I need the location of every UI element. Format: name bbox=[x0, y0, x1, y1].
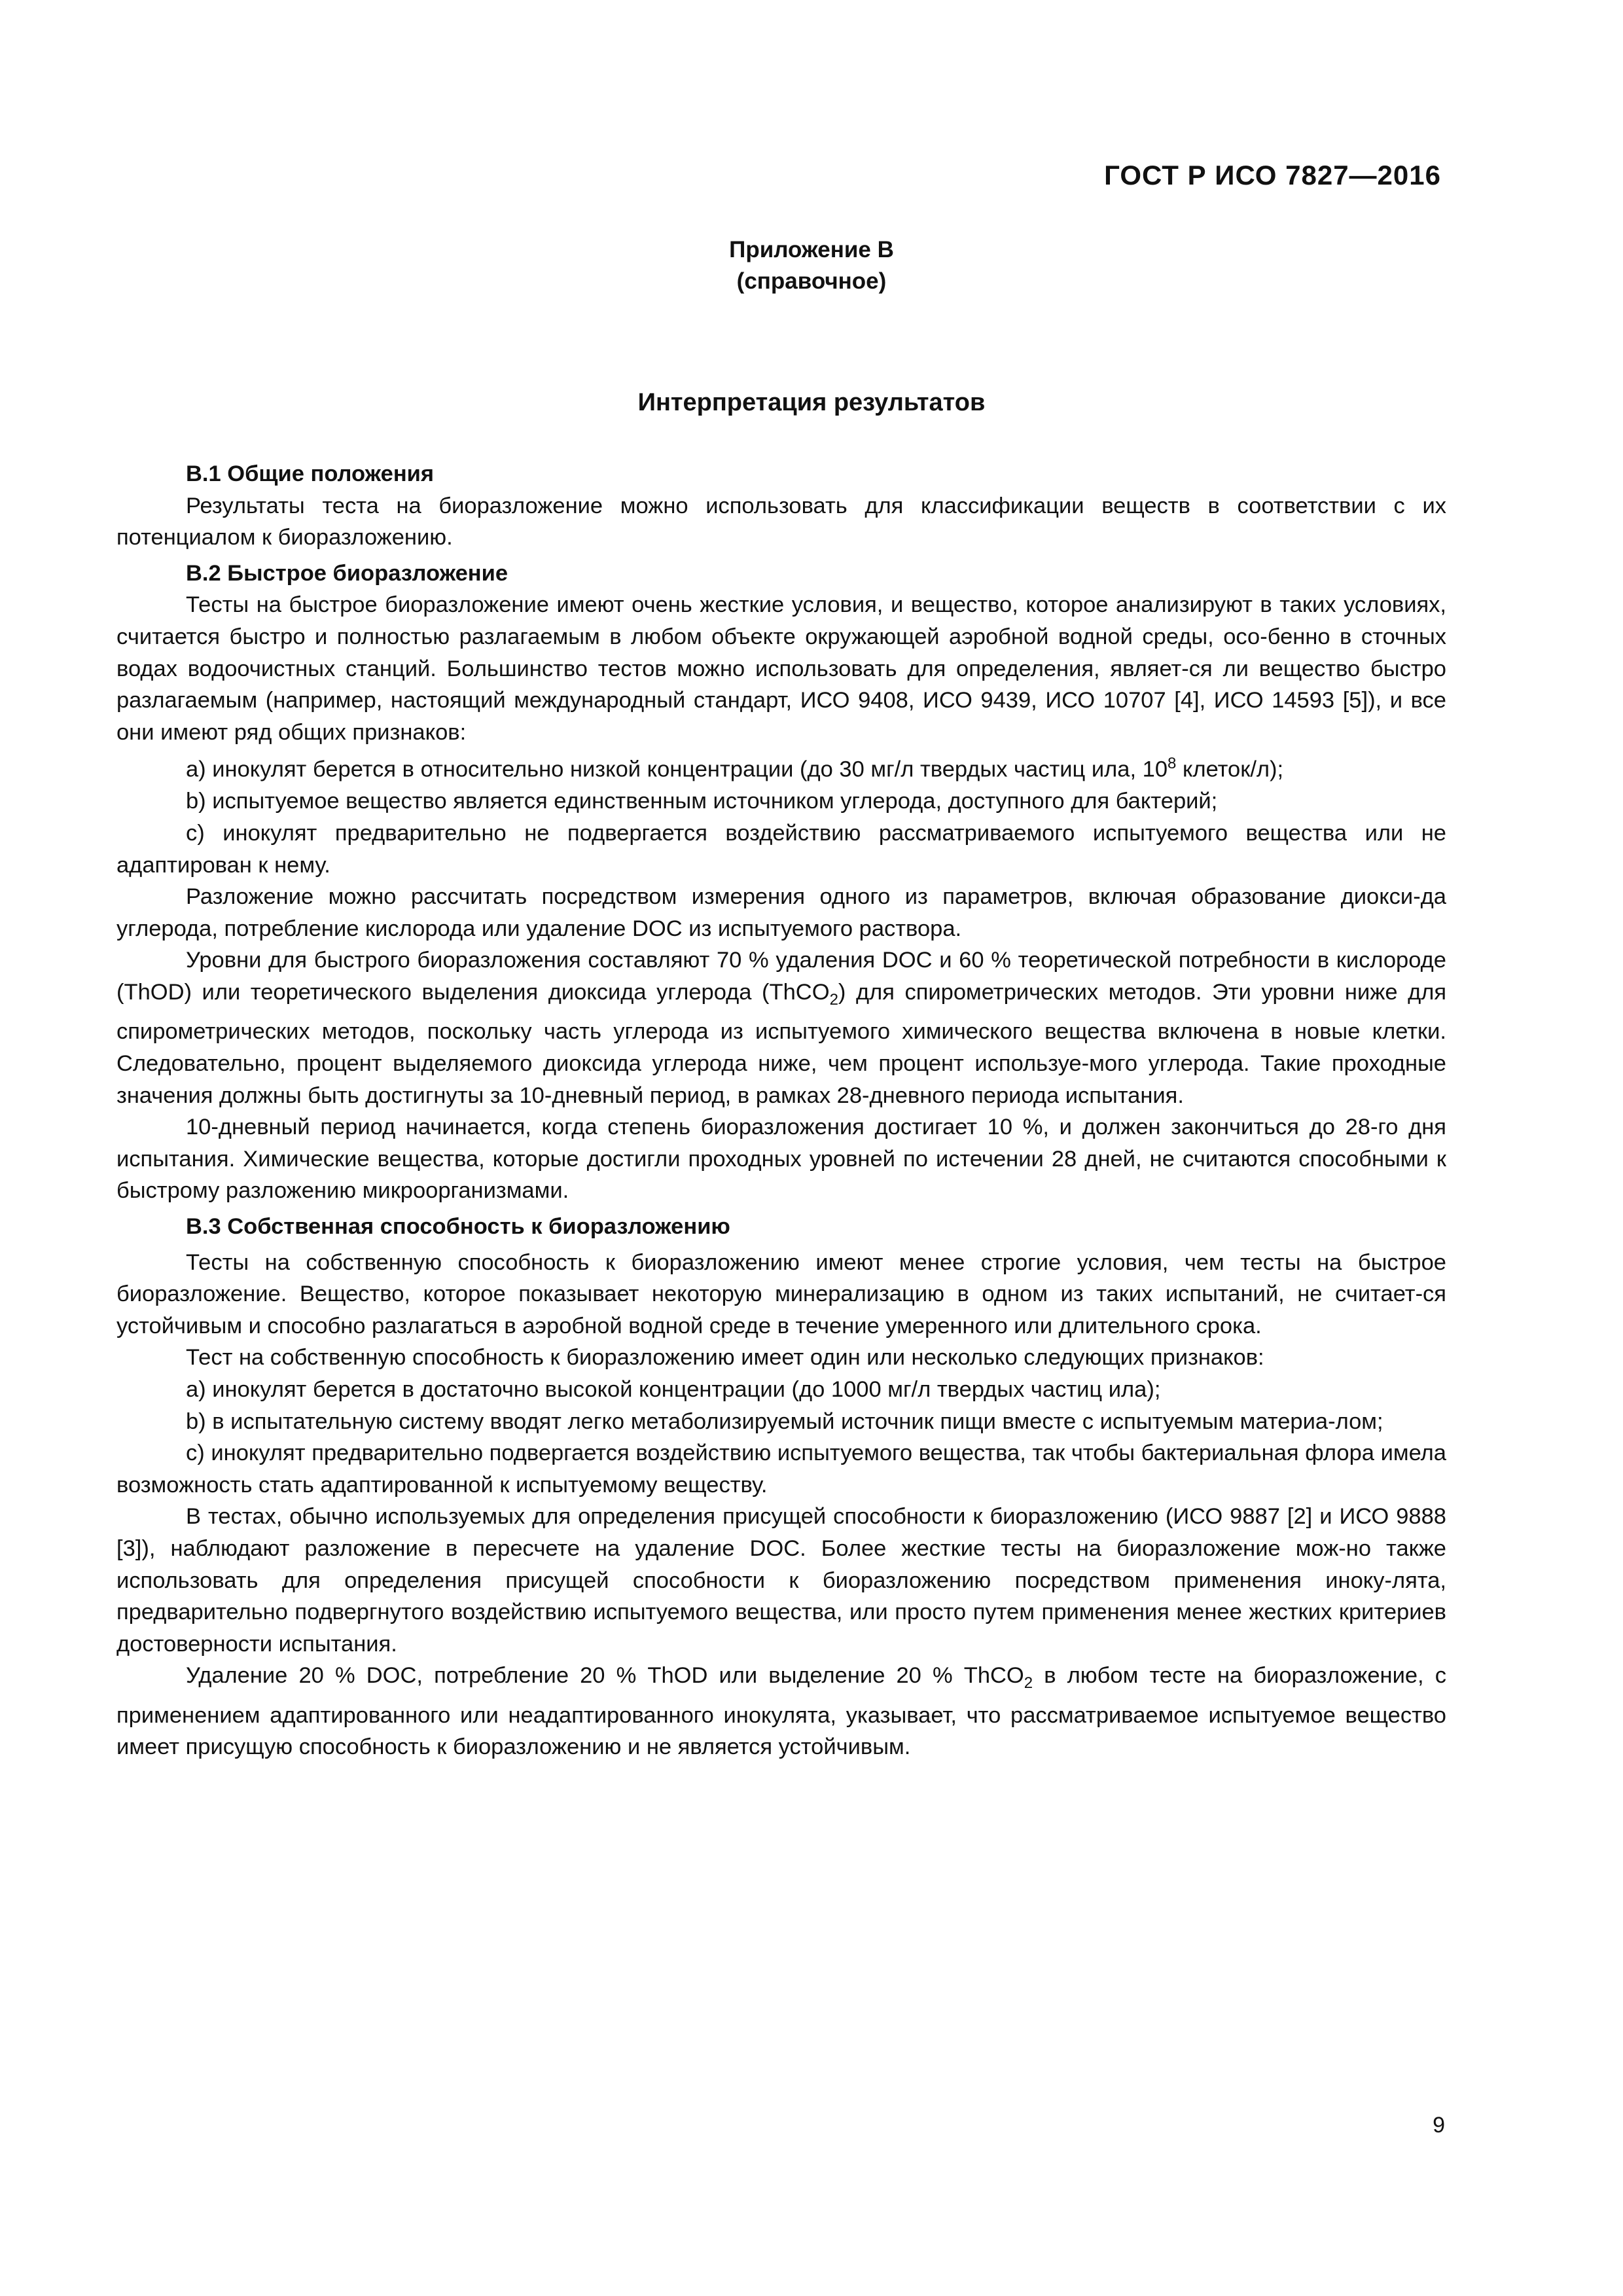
list-item-b2-b: b) испытуемое вещество является единственным источником углерода, доступного для бактерий; bbox=[186, 789, 1218, 814]
document-body bbox=[116, 458, 1446, 1763]
standard-code: ГОСТ Р ИСО 7827—2016 bbox=[1104, 160, 1441, 190]
paragraph-b3-conclusion-post: в любом тесте на биоразложение, с применением адаптированного или неадаптированного инокулята, указывает, что рассматриваемое испытуемое вещество имеет присущую способность к биоразложению и не является устойчивым. bbox=[116, 1663, 1446, 1760]
paragraph-b2-decomposition: Разложение можно рассчитать посредством измерения одного из параметров, включая образование диокси-да углерода, потребление кислорода или удаление DOC из испытуемого раствора. bbox=[116, 884, 1446, 941]
subsection-heading-b3: В.3 Собственная способность к биоразложению bbox=[186, 1214, 730, 1240]
paragraph-b3-conclusion bbox=[116, 1660, 1446, 1763]
list-item-b3-c: с) инокулят предварительно подвергается воздействию испытуемого вещества, так чтобы бактериальная флора имела возможность стать адаптированной к испытуемому веществу. bbox=[116, 1441, 1446, 1498]
paragraph-b3-features: Тест на собственную способность к биоразложению имеет один или несколько следующих признаков: bbox=[186, 1345, 1264, 1371]
list-item-b3-b: b) в испытательную систему вводят легко метаболизируемый источник пищи вместе с испытуемым материа-лом; bbox=[186, 1408, 1383, 1434]
appendix-label: Приложение В bbox=[729, 237, 894, 262]
subsection-heading-b2: В.2 Быстрое биоразложение bbox=[186, 560, 508, 586]
paragraph-b2-levels-pre: Уровни для быстрого биоразложения составляют 70 % удаления DOC и 60 % теоретической потребности в кислороде (ThOD) или теоретического выделения диоксида углерода (ThCO bbox=[116, 948, 1446, 1005]
list-item-b2-a-tail: клеток/л); bbox=[1176, 757, 1284, 782]
subscript: 2 bbox=[1024, 1674, 1033, 1693]
paragraph-b1-line2: потенциалом к биоразложению. bbox=[116, 525, 453, 550]
subsection-heading-b1: В.1 Общие положения bbox=[186, 461, 435, 486]
paragraph-b3-tests: В тестах, обычно используемых для определения присущей способности к биоразложению (ИСО 9887 [2] и ИСО 9888 [3]), наблюдают разложение в пересчете на удаление DOC. Более жесткие тесты на биоразложение мож-но также использовать для определения присущей способности к биоразложению посредством применения иноку-лята, предварительно подвергнутого воздействию испытуемого вещества, или просто путем применения менее жестких критериев достоверности испытания. bbox=[116, 1504, 1446, 1657]
paragraph-b3-intro: Тесты на собственную способность к биоразложению имеют менее строгие условия, чем тесты на быстрое биоразложение. Вещество, которое показывает некоторую минерализацию в одном из таких испытаний, не считает-ся устойчивым и способно разлагаться в аэробной водной среде в течение умеренного или длительного срока. bbox=[116, 1249, 1446, 1338]
section-title: Интерпретация результатов bbox=[637, 389, 986, 416]
appendix-type: (справочное) bbox=[736, 268, 887, 294]
paragraph-b2-intro: Тесты на быстрое биоразложение имеют очень жесткие условия, и вещество, которое анализируют в таких условиях, считается быстро и полностью разлагаемым в любом объекте окружающей аэробной водной среды, осо-бенно в сточных водах водоочистных станций. Большинство тестов можно использовать для определения, являет-ся ли вещество быстро разлагаемым (например, настоящий международный стандарт, ИСО 9408, ИСО 9439, ИСО 10707 [4], ИСО 14593 [5]), и все они имеют ряд общих признаков: bbox=[116, 592, 1446, 745]
paragraph-b2-period: 10-дневный период начинается, когда степень биоразложения достигает 10 %, и должен закончиться до 28-го дня испытания. Химические вещества, которые достигли проходных уровней по истечении 28 дней, не считаются способными к быстрому разложению микроорганизмами. bbox=[116, 1115, 1446, 1204]
exponent: 8 bbox=[1168, 755, 1177, 773]
list-item-b2-a-text: а) инокулят берется в относительно низкой концентрации (до 30 мг/л твердых частиц ила, 10 bbox=[186, 757, 1168, 782]
list-item-b2-c: с) инокулят предварительно не подвергается воздействию рассматриваемого испытуемого вещества или не адаптирован к нему. bbox=[116, 821, 1446, 878]
appendix-heading bbox=[0, 234, 1623, 297]
list-item-b2-a bbox=[116, 748, 1446, 785]
paragraph-b2-levels bbox=[116, 944, 1446, 1111]
subscript: 2 bbox=[829, 990, 838, 1009]
paragraph-b1-line1: Результаты теста на биоразложение можно использовать для классификации веществ в соответствии с их bbox=[186, 493, 1446, 518]
list-item-b3-a: а) инокулят берется в достаточно высокой концентрации (до 1000 мг/л твердых частиц ила); bbox=[186, 1377, 1161, 1403]
page-number: 9 bbox=[1433, 2113, 1445, 2138]
paragraph-b3-conclusion-pre: Удаление 20 % DOC, потребление 20 % ThOD или выделение 20 % ThCO bbox=[186, 1663, 1024, 1689]
paragraph-b2-levels-post: ) для спирометрических методов. Эти уровни ниже для спирометрических методов, поскольку часть углерода из испытуемого химического вещества включена в новые клетки. Следовательно, процент выделяемого диоксида углерода ниже, чем процент используе-мого углерода. Такие проходные значения должны быть достигнуты за 10-дневный период, в рамках 28-дневного периода испытания. bbox=[116, 980, 1447, 1108]
